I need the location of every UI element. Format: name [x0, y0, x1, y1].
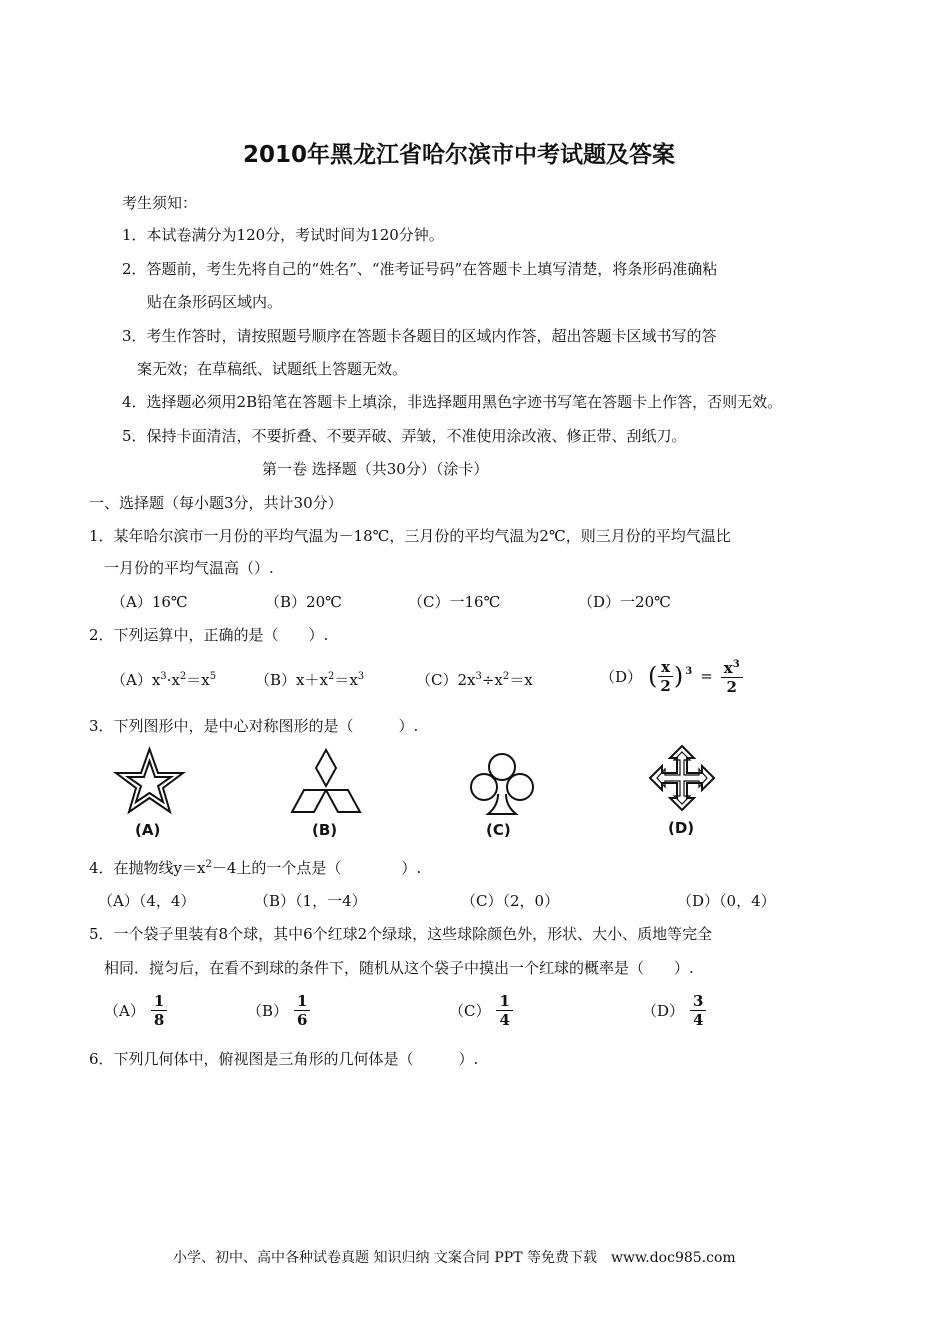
- arrows-figure: [648, 744, 716, 812]
- section1-heading: 一、选择题（每小题3分，共计30分）: [89, 494, 343, 512]
- q2-stem: 2．下列运算中，正确的是（ ）.: [89, 626, 329, 644]
- q2-option-a: $(A)x^3\cdot x^2=x^5$: [111, 671, 217, 689]
- q5-d-fraction: $\frac{3}{4}$: [690, 992, 706, 1029]
- q5-c-fraction: $\frac{1}{4}$: [496, 992, 512, 1029]
- q1-option-c: （C）一16℃: [408, 593, 501, 611]
- notice-item-1: 1．本试卷满分为120分，考试时间为120分钟。: [122, 226, 444, 244]
- q3-label-c: (C): [486, 821, 511, 839]
- q2-option-c: $(C)2x^3\div x^2=x$: [416, 671, 533, 689]
- star-figure: [112, 745, 187, 817]
- q4-option-b: （B）（1，一4）: [254, 892, 367, 910]
- q1-option-b: （B）20℃: [265, 593, 342, 611]
- q5-stem-cont: 相同．搅匀后，在看不到球的条件下，随机从这个袋子中摸出一个红球的概率是（ ）.: [104, 959, 694, 977]
- q5-option-a: （A） $\frac{1}{8}$: [104, 992, 167, 1029]
- notice-item-5: 5．保持卡面清洁，不要折叠、不要弄破、弄皱，不准使用涂改液、修正带、刮纸刀。: [122, 427, 687, 445]
- q1-stem-cont: 一月份的平均气温高（）.: [104, 559, 274, 577]
- q3-label-d: (D): [668, 819, 695, 837]
- q5-option-d: （D） $\frac{3}{4}$: [642, 992, 706, 1029]
- q3-label-b: (B): [312, 821, 338, 839]
- q1-option-d: （D）一20℃: [578, 593, 671, 611]
- q2-d-rhs-fraction: $\frac{x^3}{2}$: [721, 656, 743, 696]
- q5-option-c: （C） $\frac{1}{4}$: [449, 992, 513, 1029]
- q4-option-c: （C）（2，0）: [461, 892, 560, 910]
- q1-stem: 1．某年哈尔滨市一月份的平均气温为－18℃，三月份的平均气温为2℃，则三月份的平均气温比: [89, 527, 731, 545]
- q4-option-a: （A）（4，4）: [98, 892, 196, 910]
- notice-heading: 考生须知：: [122, 194, 198, 212]
- q2-option-b: $(B)x+x^2=x^3$: [255, 671, 365, 689]
- notice-item-4: 4．选择题必须用2B铅笔在答题卡上填涂，非选择题用黑色字迹书写笔在答题卡上作答，否则无效。: [122, 393, 783, 411]
- notice-item-2-cont: 贴在条形码区域内。: [147, 293, 283, 311]
- q5-stem: 5．一个袋子里装有8个球，其中6个红球2个绿球，这些球除颜色外，形状、大小、质地等完全: [89, 925, 713, 943]
- notice-item-3: 3．考生作答时，请按照题号顺序在答题卡各题目的区域内作答，超出答题卡区域书写的答: [122, 327, 717, 345]
- club-figure: [464, 750, 540, 818]
- notice-item-2: 2．答题前，考生先将自己的“姓名”、“准考证号码”在答题卡上填写清楚，将条形码准确粘: [122, 260, 718, 278]
- rhombus-figure: [288, 748, 364, 816]
- q2-d-fraction: $\frac{x}{2}$: [657, 658, 673, 695]
- q1-option-a: （A）16℃: [111, 593, 188, 611]
- q2-option-d: （D） ( $\frac{x}{2}$ ) $^3$ = $\frac{x^3}{2}$: [600, 656, 743, 696]
- page-title: 2010年黑龙江省哈尔滨市中考试题及答案: [243, 142, 676, 168]
- part1-heading: 第一卷 选择题（共30分）（涂卡）: [262, 460, 489, 478]
- q5-a-fraction: $\frac{1}{8}$: [151, 992, 167, 1029]
- q6-stem: 6．下列几何体中，俯视图是三角形的几何体是（ ）.: [89, 1050, 479, 1068]
- notice-item-3-cont: 案无效；在草稿纸、试题纸上答题无效。: [137, 360, 408, 378]
- q5-option-b: （B） $\frac{1}{6}$: [247, 992, 310, 1029]
- q4-stem: 4．在抛物线$y=x^2-4$上的一个点是（ ）.: [89, 859, 422, 877]
- q3-label-a: (A): [135, 821, 161, 839]
- footer-text: 小学、初中、高中各种试卷真题 知识归纳 文案合同 PPT 等免费下载 www.doc985.com: [173, 1250, 736, 1266]
- q3-stem: 3．下列图形中，是中心对称图形的是（ ）.: [89, 717, 419, 735]
- q5-b-fraction: $\frac{1}{6}$: [294, 992, 310, 1029]
- q4-option-d: （D）（0，4）: [677, 892, 776, 910]
